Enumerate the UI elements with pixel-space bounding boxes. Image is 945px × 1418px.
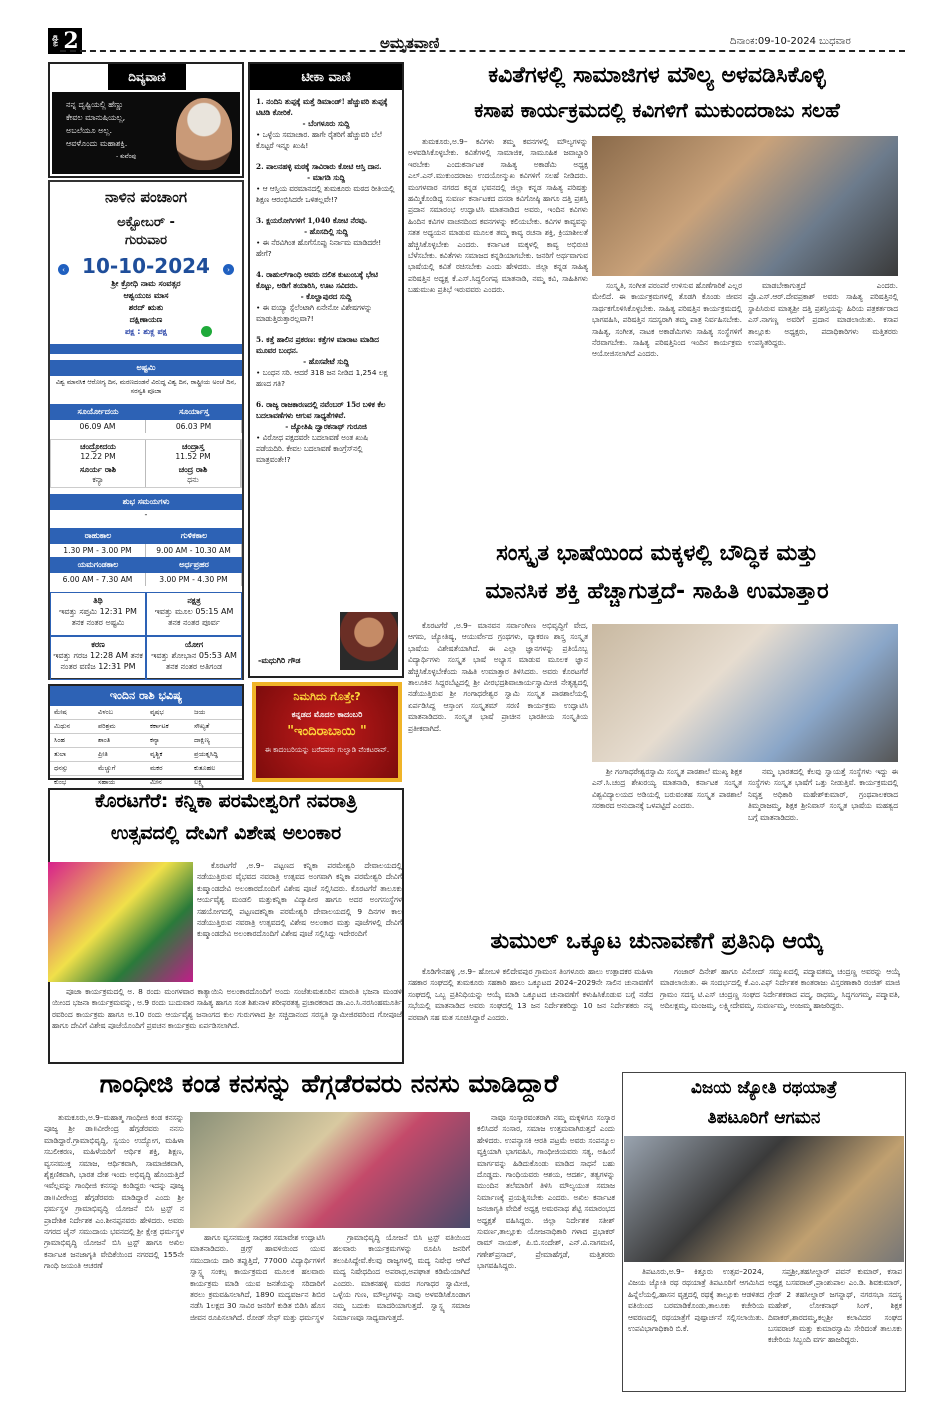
tika-question: 6. ರಾಜ್ಯ ರಾಜಕಾರಣದಲ್ಲಿ ನವೆಂಬರ್ 15ರ ಬಳಿಕ ಕೆಲ ಬದಲಾವಣೆಗಳು ಆಗುವ ಸಾಧ್ಯತೆಗಳಿವೆ. bbox=[256, 400, 386, 420]
rashi-sign: ಕನ್ಯಾ bbox=[150, 736, 160, 744]
tile-text: ಇವತ್ತು ಮೂಲ 05:15 AM ತನಕ ನಂತರ ಪೂರ್ವ bbox=[154, 607, 234, 627]
ardhaprahara-label: ಅರ್ಧಪ್ರಹರ bbox=[146, 557, 242, 573]
rashi-prediction: ಶಾಂತಿ bbox=[98, 736, 111, 744]
story5-column-2 bbox=[190, 1232, 325, 1412]
story5-paragraph: ನಾವೂ ಸಂಸ್ಕಾರವಂತರಾಗಿ ನಮ್ಮ ಮಕ್ಕಳಿಗೂ ಸಂಸ್ಕಾರ ಕಲಿಸಿದರೆ ಸಂಸಾರ, ಸಮಾಜ ಉತ್ತಮವಾಗಿರುತ್ತದೆ ಎಂದು ಹೇಳಿದರು. ಉಪನ್ಯಾಸಕಿ ಆರತಿ ಪಟ್ರಮೆ ಅವರು ಸಂಪನ್ಮೂಲ ವ್ಯಕ್ತಿಯಾಗಿ ಭಾಗವಹಿಸಿ, ಗಾಂಧೀಜಿಯವರು ಸತ್ಯ, ಅಹಿಂಸೆ ಮಾರ್ಗವನ್ನು ಹಿಡಿದುಕೊಂಡು ಮಾಡಿದ ಸಾಧನೆ ಬಹು ದೊಡ್ಡದು. ಗಾಂಧಿಯವರು ಆಶಯ, ಆದರ್ಶ, ತತ್ವಗಳನ್ನು ಮುಂದಿನ ತಲೆಮಾರಿಗೆ ತಿಳಿಸಿ ಮೌಲ್ಯಯುತ ಸಮಾಜ ನಿರ್ಮಾಣಕ್ಕೆ ಪ್ರಯತ್ನಿಸಬೇಕು ಎಂದರು. ಅಖಿಲ ಕರ್ನಾಟಕ ಜನಜಾಗೃತಿ ವೇದಿಕೆ ಅಧ್ಯಕ್ಷ ಅಮರನಾಥ ಶೆಟ್ಟಿ ಸಮಾರಂಭದ ಅಧ್ಯಕ್ಷತೆ ವಹಿಸಿದ್ದರು. ಜಿಲ್ಲಾ ನಿರ್ದೇಶಕ ಸತೀಶ್ ಸುವರ್ಣ,ತಾಲ್ಲೂಕು ಯೋಜನಾಧಿಕಾರಿ ಗಳಾದ ಪ್ರಭಾಕರ್ ರಾಮ್ ನಾಯಕ್, ಪಿ.ಬಿ.ಸಂದೇಶ್, ಎನ್.ವಿ.ನಾಗಮಣಿ, ಗಣೇಶ್‌ಪ್ರಸಾದ್, ಪ್ರೇಮಾಹೆಗ್ಗಡೆ, ಮತ್ತಿತರರು ಭಾಗವಹಿಸಿದ್ದರು. bbox=[477, 1113, 615, 1271]
rashi-title: ಇಂದಿನ ರಾಶಿ ಭವಿಷ್ಯ bbox=[50, 686, 242, 706]
story1-paragraph: ಮಾಡಬೇಕಾಗುತ್ತದೆ ಎಂದರು. ಪ್ರೊ.ಎಸ್.ಆರ್.ದೇವಪ್ರಕಾಶ್ ಅವರು ಸಾಹಿತ್ಯ ಪರಿಷತ್ತಿನಲ್ಲಿ ಸ್ಥಾಪಿಸಿರುವ ಮಾತೃಶ್ರೀ ದತ್ತಿ ಪ್ರಶಸ್ತಿಯನ್ನು ಹಿರಿಯ ಪತ್ರಕರ್ತರಾದ ಎಸ್.ನಾಗಣ್ಣ ಅವರಿಗೆ ಪ್ರದಾನ ಮಾಡಲಾಯಿತು. ಕಸಾಪ ತಾಲ್ಲೂಕು ಅಧ್ಯಕ್ಷರು, ಪದಾಧಿಕಾರಿಗಳು ಮತ್ತಿತರರು ಉಪಸ್ಥಿತರಿದ್ದರು. bbox=[748, 281, 898, 348]
story5-column-4 bbox=[477, 1112, 615, 1412]
story2-column-1 bbox=[408, 620, 588, 920]
rashi-prediction: ಪ್ರಯತ್ನಸಿದ್ಧಿ bbox=[194, 750, 218, 758]
tile-label: ತಿಥಿ bbox=[93, 596, 103, 605]
divyavani-title: ದಿವ್ಯವಾಣಿ bbox=[108, 64, 186, 90]
tika-vani-items bbox=[250, 90, 402, 481]
story2-column-2 bbox=[592, 766, 742, 920]
tithi-band: ಅಷ್ಟಮಿ bbox=[50, 360, 242, 376]
tile-label: ಕರಣ bbox=[91, 640, 105, 649]
rashi-row bbox=[146, 734, 242, 748]
story4-paragraph: ಗಂಜಾರ್ ದಿನೇಶ್ ಹಾಗೂ ವಿನೋದ್ ಸಮ್ಮುಖದಲ್ಲಿ ಪದ್ಮಾವತಮ್ಮ ಚಂದ್ರಣ್ಣ ಅವರನ್ನು ಆಯ್ಕೆ ಮಾಡಲಾಯಿತು. ಈ ಸಂದರ್ಭದಲ್ಲಿ ಕೆ.ಎಂ.ಎಫ್ ನಿರ್ದೇಶಕ ಕಾಂತರಾಜು ವಿಸ್ತರಣಾಕಾರಿ ರಂಜಿತ್ ಮಾಜಿ ಗ್ರಾಮಂ ಸದಸ್ಯ ಟಿ.ಎಸ್ ಚಂದ್ರಣ್ಣ ಸಂಘದ ನಿರ್ದೇಶಕರಾದ ಪದ್ಮ, ರಾಧಮ್ಮ, ಸಿದ್ಧಗಂಗಮ್ಮ, ಪದ್ಮಾವತಿ, ಅದಿಲಕ್ಷಮ್ಮ, ಮಂಜಮ್ಮ, ಲಕ್ಷ್ಮೀದೇವಮ್ಮ, ಸುವರ್ಣಮ್ಮ, ಅಂಜಮ್ಮ ಹಾಜರಿದ್ದರು. bbox=[660, 967, 900, 1011]
rashi-sign: ವೃಷಭ bbox=[150, 708, 164, 716]
page-number: 2 bbox=[63, 28, 79, 54]
tika-item bbox=[256, 269, 396, 324]
rashi-grid bbox=[50, 706, 242, 790]
story4-headline: ತುಮುಲ್ ಒಕ್ಕೂಟ ಚುನಾವಣೆಗೆ ಪ್ರತಿನಿಧಿ ಆಯ್ಕೆ bbox=[490, 929, 824, 954]
story2-column-3 bbox=[748, 766, 898, 920]
rashi-sign: ಸಿಂಹ bbox=[54, 736, 65, 744]
tika-vani-title: ಟೀಕಾ ವಾಣಿ bbox=[250, 64, 402, 90]
story3-column-bottom bbox=[52, 986, 402, 1060]
tile-label: ನಕ್ಷತ್ರ bbox=[187, 596, 201, 605]
tika-source: - ಜ್ಯೋತಿಷಿ ದ್ವಾರಕನಾಥ್ ಗುರೂಜಿ bbox=[285, 422, 367, 431]
story2-paragraph: ನಮ್ಮ ಭಾರತದಲ್ಲಿ ಕೆಲವು ಸ್ವಾಯತ್ತೆ ಸಂಸ್ಥೆಗಳು ಇದ್ದು ಈ ಸಂಸ್ಥೆಗಳು ಸಂಸ್ಕೃತ ಭಾಷೆಗೆ ಒತ್ತು ನೀಡುತ್ತಿವೆ. ಕಾರ್ಯಕ್ರಮದಲ್ಲಿ ನಿವೃತ್ತ ಅಧಿಕಾರಿ ಮಹೇಶ್‌ಕುಮಾರ್, ಗ್ರಂಥಪಾಲಕರಾದ ತಿಮ್ಮರಾಜಮ್ಮ, ಶಿಕ್ಷಕ ಶ್ರೀನಿವಾಸ್ ಸಂಸ್ಕೃತ ಭಾಷೆಯ ಮಹತ್ವದ ಬಗ್ಗೆ ಮಾತನಾಡಿದರು. bbox=[748, 767, 898, 822]
page-label: ಪುಟ bbox=[51, 35, 62, 47]
quote-line: ನನ್ನ ದೃಷ್ಟಿಯಲ್ಲಿ ಹೆಣ್ಣು bbox=[66, 100, 124, 109]
moonrise-cell bbox=[51, 440, 146, 463]
tika-item bbox=[256, 399, 396, 465]
tika-source: - ಬೆಂಗಳೂರು ಸುದ್ದಿ bbox=[302, 119, 350, 128]
story1-headline-sub: ಕಸಾಪ ಕಾರ್ಯಕ್ರಮದಲ್ಲಿ ಕವಿಗಳಿಗೆ ಮುಕುಂದರಾಜು ಸಲಹೆ bbox=[474, 98, 840, 122]
tika-comment: • ಈ ವಯ್ಯಾ ಸ್ಪೆಲೆಂಟಾಗಿ ಏನೇನೋ ವಿಶೇಷಗಳನ್ನು ಮಾಡುತ್ತಿರುತ್ತಾರಲ್ಲವಾ?! bbox=[256, 303, 373, 323]
chandra-rashi-cell bbox=[146, 463, 241, 487]
tika-question: 5. ಕತ್ತೆ ಹಾಲಿನ ಪ್ರಕರಣ: ಕತ್ತೆಗಳ ಮಾರಾಟ ಮಾಡಿದ ಮೂವರ ಬಂಧನ. bbox=[256, 335, 379, 355]
rashi-sign: ಕುಂಭ bbox=[54, 778, 67, 786]
gulika-time: 9.00 AM - 10.30 AM bbox=[146, 544, 242, 557]
rashi-row bbox=[50, 734, 146, 748]
story1-paragraph: ತುಮಕೂರು,ಅ.9– ಕವಿಗಳು ತಮ್ಮ ಕವನಗಳಲ್ಲಿ ಮೌಲ್ಯಗಳನ್ನು ಅಳವಡಿಸಿಕೊಳ್ಳಬೇಕು. ಕವಿತೆಗಳಲ್ಲಿ ಸಾಮಾಜಿಕ, ಸಾಮೂಹಿಕ ಜವಾಬ್ದಾರಿ ಇರಬೇಕು ಎಂದುಕರ್ನಾಟಕ ಸಾಹಿತ್ಯ ಅಕಾಡೆಮಿ ಅಧ್ಯಕ್ಷ ಎಲ್.ಎನ್.ಮುಕುಂದರಾಜು ಉದಯೋನ್ಮುಖ ಕವಿಗಳಿಗೆ ಸಲಹೆ ನೀಡಿದರು. ಮಂಗಳವಾರ ನಗರದ ಕನ್ನಡ ಭವನದಲ್ಲಿ ಜಿಲ್ಲಾ ಕನ್ನಡ ಸಾಹಿತ್ಯ ಪರಿಷತ್ತು ಹಮ್ಮಿಕೊಂಡಿದ್ದ ಸುವರ್ಣ ಕರ್ನಾಟಕದ ದಸರಾ ಕವಿಗೋಷ್ಠಿ ಹಾಗೂ ದತ್ತಿ ಪ್ರಶಸ್ತಿ ಪ್ರದಾನ ಸಮಾರಂಭ ಉದ್ಘಾಟಿಸಿ ಮಾತನಾಡಿದ ಅವರು, ಇಂದಿನ ಕವಿಗಳು ಹಿಂದಿನ ಕವಿಗಳ ವಾಚನದಿಂದ ಕವನಗಳನ್ನು ಕಲಿಯಬೇಕು. ಕವಿಗಳ ಕಾವ್ಯವನ್ನು ಸತತ ಅಧ್ಯಯನ ಮಾಡುವ ಮೂಲಕ ತಮ್ಮ ಕಾವ್ಯ ರಚನಾ ಶಕ್ತಿ, ಕ್ರಿಯಾಶೀಲತೆ ಹೆಚ್ಚಿಸಿಕೊಳ್ಳಬೇಕು ಎಂದರು. ಕರ್ನಾಟಕ ಮಕ್ಕಳಲ್ಲಿ ಕಾವ್ಯ ಅಭಿರುಚಿ ಬೆಳೆಸಬೇಕು. ಕವಿತೆಗಳು ಸಮಾಜದ ಕನ್ನಡಿಯಾಗಬೇಕು. ಜನರಿಗೆ ಅರ್ಥವಾಗುವ ಭಾಷೆಯಲ್ಲಿ ಕವಿತೆ ರಚಿಸಬೇಕು ಎಂದು ಹೇಳಿದರು. ಜಿಲ್ಲಾ ಕನ್ನಡ ಸಾಹಿತ್ಯ ಪರಿಷತ್ತಿನ ಅಧ್ಯಕ್ಷ ಕೆ.ಎಸ್.ಸಿದ್ಧಲಿಂಗಪ್ಪ ಮಾತನಾಡಿ, ನಮ್ಮ ಕವಿ, ಸಾಹಿತಿಗಳು ಬಹುಮುಖ ಪ್ರತಿಭೆ ಇರುವವರು ಎಂದರು. bbox=[408, 137, 588, 295]
ad-subheading: ಕನ್ನಡದ ಮೊದಲ ಕಾದಂಬರಿ bbox=[291, 710, 363, 719]
rashi-sign: ಮಕರ bbox=[150, 764, 163, 772]
festivals: ವಿಶ್ವ ಮಾನಸಿಕ ಆರೋಗ್ಯ ದಿನ, ಮರಣದಂಡನೆ ವಿರುದ್ಧ ವಿಶ್ವ ದಿನ, ರಾಷ್ಟ್ರೀಯ ಅಂಚೆ ದಿನ, ಸರಸ್ವತಿ ಪೂಜಾ bbox=[55, 378, 237, 395]
rashi-sign: ಕರ್ಕಾಟಕ bbox=[150, 722, 169, 730]
rahukala-time: 1.30 PM - 3.00 PM bbox=[50, 544, 146, 557]
ad-heading: ನಿಮಗಿದು ಗೊತ್ತೇ? bbox=[293, 690, 361, 703]
tika-comment: • ಒಳ್ಳೆಯ ಸಮಾಚಾರ. ಹಾಗೇ ರೈತರಿಗೆ ಹೆಚ್ಚುವರಿ ಬೆಲೆ ಕೊಟ್ಟರೆ ಇನ್ನೂ ಖುಷಿ! bbox=[256, 130, 382, 150]
columnist-photo bbox=[340, 612, 398, 670]
moonrise-time: 12.22 PM bbox=[80, 452, 116, 461]
tika-source: - ಹೊಸದಿಲ್ಲಿ ಸುದ್ದಿ bbox=[304, 227, 348, 236]
rashi-sign: ತುಲಾ bbox=[54, 750, 67, 758]
panchanga-month bbox=[50, 214, 242, 250]
story1-column-2 bbox=[592, 280, 742, 534]
nakshatra-tile bbox=[146, 592, 242, 636]
sunset-time: 06.03 PM bbox=[146, 420, 242, 433]
rashi-prediction: ಸೌಖ್ಯತೆ bbox=[194, 722, 210, 730]
tile-text: ಇವತ್ತು ಸಪ್ತಮಿ 12:31 PM ತನಕ ನಂತರ ಅಷ್ಟಮಿ bbox=[59, 607, 137, 627]
tika-question: 1. ನಂದಿನಿ ತುಪ್ಪಕ್ಕೆ ಮತ್ತೆ ಡಿಮಾಂಡ್! ಹೆಚ್ಚುವರಿ ತುಪ್ಪಕ್ಕೆ ಟಿಟಿಡಿ ಕೋರಿಕೆ. bbox=[256, 97, 388, 117]
rashi-prediction: ಜಯ bbox=[194, 708, 206, 716]
masa: ಆಶ್ವಯುಜ ಮಾಸ bbox=[123, 291, 169, 300]
story6-paragraph: ಸಪ್ತಶ್ರೀ,ತಹಸೀಲ್ದಾರ್ ಪವನ್ ಕುಮಾರ್, ಕಸಾಪ ಅಧ್ಯಕ್ಷ ಬಸವರಾಜ್,ಪ್ರಾಂಶುಪಾಲ ಎಂ.ಡಿ. ಶಿವಕುಮಾರ್, ಗ್ರೇಡ್ 2 ತಹಸೀಲ್ದಾರ್ ಜಗನ್ನಾಥ್, ನಗರಸಭಾ ಸದಸ್ಯ ಮಹೇಶ್, ಲೋಕನಾಥ್ ಸಿಂಗ್, ಶಿಕ್ಷಕ ದಿವಾಕರ್,ಶಾರದಮ್ಮ,ಕಲ್ಪಶ್ರೀ ಕಲಾವಿದರ ಸಂಘದ ಬಸವರಾಜ್ ಮತ್ತು ಕುಮಾರಸ್ವಾಮಿ ಸೇರಿದಂತೆ ತಾಲೂಕು ಕಚೇರಿಯ ಸಿಬ್ಬಂದಿ ವರ್ಗ ಹಾಜರಿದ್ದರು. bbox=[768, 1267, 902, 1345]
rashi-prediction: ಸಹಾಯ bbox=[98, 778, 116, 786]
quote-line: ಅಬಲೆಯೂ ಅಲ್ಲ. bbox=[66, 126, 113, 135]
moonrise-label: ಚಂದ್ರೋದಯ bbox=[80, 442, 116, 451]
ayana: ದಕ್ಷಿಣಾಯಣ bbox=[129, 315, 163, 324]
story1-headline-main: ಕವಿತೆಗಳಲ್ಲಿ ಸಾಮಾಜಿಗಳ ಮೌಲ್ಯ ಅಳವಡಿಸಿಕೊಳ್ಳಿ bbox=[488, 63, 826, 88]
quote-line: ಕೇವಲ ಮಾನುಷಿಯಲ್ಲ, bbox=[66, 113, 126, 122]
tika-item bbox=[256, 215, 396, 259]
rashi-row bbox=[50, 706, 146, 720]
shubha-band: ಶುಭ ಸಮಯಗಳು bbox=[50, 494, 242, 510]
panchanga-date: 10-10-2024 bbox=[82, 254, 210, 278]
paksha: ಪಕ್ಷ : ಶುಕ್ಲ ಪಕ್ಷ bbox=[125, 327, 167, 336]
karana-tile bbox=[50, 636, 146, 680]
sunrise-label: ಸೂರ್ಯೋದಯ bbox=[50, 404, 146, 420]
story3-paragraph: ಪೂಜಾ ಕಾರ್ಯಕ್ರಮದಲ್ಲಿ ಅ. 8 ರಂದು ಮಂಗಳವಾರ ಕಾತ್ಯಾಯಿನಿ ಅಲಂಕಾರದೊಂದಿಗೆ ಅಂದು ಸಂಜೆತುಮಕೂರಿನ ಮಾರುತಿ ಭಜನಾ ಮಂಡಳಿ ಯೀಂದ ಭಜನಾ ಕಾರ್ಯಕ್ರಮವನ್ನು, ಅ.9 ರಂದು ಬುದುವಾರ ಸಾಹಿತ್ಯ ಹಾಗೂ ಸಂತ ಶಿಶುನಾಳ ಶರೀಫರತತ್ವ ಪ್ರಚಾರಕರಾದ ಡಾ.ಎಂ.ಸಿ.ನರಸಿಂಹಮೂರ್ತಿ ರವರಿಂದ ಕಾರ್ಯಕ್ರಮ ಹಾಗೂ ಅ.10 ರಂದು ಆರ್ಯವೈಶ್ಯ ಜನಾಂಗದ ಕುಲ ಗುರುಗಳಾದ ಶ್ರೀ ಸಚ್ಚಿದಾನಂದ ಸರಸ್ವತಿ ಸ್ವಾಮೀಜಿರವರಿಂದ ಗೋಪೂಜೆ ಹಾಗೂ ದೇವಿಗೆ ವಿಶೇಷ ಪೂಜೆಯೊಂದಿಗೆ ಪ್ರವಚನ ಕಾರ್ಯಕ್ರಮ ಏರ್ಪಡಿಸಲಾಗಿದೆ. bbox=[52, 987, 402, 1031]
rashi-sign: ಮಿಥುನ bbox=[54, 722, 71, 730]
story1-column-1 bbox=[408, 136, 588, 534]
story4-column-2 bbox=[660, 966, 900, 1060]
story3-column-top bbox=[197, 860, 402, 984]
rashi-sign: ಮೀನ bbox=[150, 778, 162, 786]
masthead-divider bbox=[60, 50, 905, 52]
gulika-label: ಗುಳಿಕಕಾಲ bbox=[146, 528, 242, 544]
quote-line: ಆವಳೊಂದು ಮಹಾಶಕ್ತಿ. bbox=[66, 139, 128, 148]
tika-question: 2. ಪಾಲನಹಳ್ಳಿ ಮಠಕ್ಕೆ ಸಾವಿರಾರು ಕೋಟಿ ಆಸ್ತಿ ದಾನ. bbox=[256, 162, 382, 171]
rutu: ಶರದ್ ಋತು bbox=[128, 303, 164, 312]
rashi-prediction: ಪರಿಶ್ರಮ bbox=[98, 722, 116, 730]
ardhaprahara-time: 3.00 PM - 4.30 PM bbox=[146, 573, 242, 586]
story2-headline-main: ಸಂಸ್ಕೃತ ಭಾಷೆಯಿಂದ ಮಕ್ಕಳಲ್ಲಿ ಬೌದ್ಧಿಕ ಮತ್ತು bbox=[496, 541, 818, 566]
prev-day-icon[interactable]: ‹ bbox=[58, 264, 69, 275]
rashi-row bbox=[50, 762, 146, 776]
tile-label: ಯೋಗ bbox=[184, 640, 204, 649]
yamaganda-time: 6.00 AM - 7.30 AM bbox=[50, 573, 146, 586]
story4-column-1 bbox=[408, 966, 653, 1060]
rashi-prediction: ಪ್ರೀತಿ bbox=[98, 750, 108, 758]
rashi-prediction: ವಿಳಂಬ bbox=[98, 708, 114, 716]
tika-question: 4. ರಾಹುಲ್‌ಗಾಂಧಿ ಅವರು ದಲಿತ ಕುಟುಂಬಕ್ಕೆ ಭೇಟಿ ಕೊಟ್ಟು, ಅಡಿಗೆ ತಯಾರಿಸಿ, ಊಟ ಸವಿದರು. bbox=[256, 270, 378, 290]
rashi-row bbox=[50, 748, 146, 762]
surya-rashi-cell bbox=[51, 463, 146, 487]
rashi-row bbox=[146, 748, 242, 762]
chandra-rashi: ಧನು bbox=[187, 475, 199, 484]
tika-question: 3. ಕ್ಷಯರೋಗಿಗಳಿಗೆ 1,040 ಕೋಟಿ ನೆರವು. bbox=[256, 216, 368, 225]
rashi-prediction: ದಾಕ್ಷಿಣ್ಯ bbox=[194, 736, 211, 744]
rashi-row bbox=[146, 762, 242, 776]
story2-headline-sub: ಮಾನಸಿಕ ಶಕ್ತಿ ಹೆಚ್ಚಾಗುತ್ತದೆ- ಸಾಹಿತಿ ಉಮಾತ್ತಾರ bbox=[485, 579, 829, 604]
chandra-rashi-label: ಚಂದ್ರ ರಾಶಿ bbox=[178, 465, 208, 474]
story2-photo bbox=[592, 624, 898, 762]
story1-column-3 bbox=[748, 280, 898, 534]
tika-comment: • ಈ ನೆರವಿಗಿಂತ ಹೊಗೆಸೊಪ್ಪು ನಿರ್ನಾಮ ಮಾಡಿದರೇ! ಹೇಗೆ? bbox=[256, 238, 382, 258]
story5-paragraph: ಗ್ರಾಮಾಭಿವೃದ್ಧಿ ಯೋಜನೆ ಬಿಸಿ ಟ್ರಸ್ಟ್ ವತಿಯಿಂದ ಹಲವಾರು ಕಾರ್ಯಕ್ರಮಗಳನ್ನು ರೂಪಿಸಿ ಜನರಿಗೆ ತಲುಪಿಸಿದ್ದೇವೆ.ಕೆಲವು ರಾಜ್ಯಗಳಲ್ಲಿ ಮದ್ಯ ನಿಷೇಧ ಆಗಿದೆ ಮದ್ಯ ನಿಷೇಧದಿಂದ ಅಪರಾಧ,ಅಪಘಾತ ಕಡಿಮೆಯಾಗಿದೆ ಎಂದರು. ಮಾಕನಹಳ್ಳಿ ಮಠದ ಗಂಗಾಧರ ಸ್ವಾಮೀಜಿ, ಒಳ್ಳೆಯ ಗುಣ, ಮೌಲ್ಯಗಳನ್ನು ನಾವು ಅಳವಡಿಸಿಕೊಂಡಾಗ ನಮ್ಮ ಬದುಕು ಮಾದರಿಯಾಗುತ್ತದೆ. ಸ್ವಾಸ್ಥ್ಯ ಸಮಾಜ ನಿರ್ಮಾಣವೂ ಸಾಧ್ಯವಾಗುತ್ತದೆ. bbox=[333, 1233, 470, 1322]
story1-photo bbox=[592, 136, 898, 276]
tika-source: - ಮಾಗಡಿ ಸುದ್ದಿ bbox=[307, 173, 345, 182]
tika-vani-column bbox=[248, 62, 404, 678]
trivia-ad bbox=[252, 682, 402, 782]
author-portrait bbox=[176, 98, 232, 170]
story1-paragraph: ಸಂಸ್ಕೃತಿ, ಸಂಗೀತ ಪರಂಪರೆ ಉಳಿಸುವ ಹೊಣೆಗಾರಿಕೆ ಎಲ್ಲರ ಮೇಲಿದೆ. ಈ ಕಾರ್ಯಕ್ರಮಗಳಲ್ಲಿ ತೊಡಗಿ ಕೊಂಡು ಜೀವನ ಸಾರ್ಥಕಗೊಳಿಸಿಕೊಳ್ಳಬೇಕು. ಸಾಹಿತ್ಯ ಪರಿಷತ್ತಿನ ಕಾರ್ಯಕ್ರಮದಲ್ಲಿ ಭಾಗವಹಿಸಿ, ಪರಿಷತ್ತಿನ ಸದಸ್ಯರಾಗಿ ತಮ್ಮ ಪಾತ್ರ ನಿರ್ವಹಿಸಬೇಕು. ಸಾಹಿತ್ಯ, ಸಂಗೀತ, ನಾಟಕ ಅಕಾಡೆಮಿಗಳು ಸಾಹಿತ್ಯ ಸಂಸ್ಥೆಗಳಿಗೆ ನೆರವಾಗಬೇಕು. ಸಾಹಿತ್ಯ ಪರಿಷತ್ತಿನಿಂದ ಇಂದಿನ ಕಾರ್ಯಕ್ರಮ ಆಯೋಜಿಸಲಾಗಿದೆ ಎಂದರು. bbox=[592, 281, 742, 359]
rashi-prediction: ಕುತೂಹಲ bbox=[194, 764, 216, 772]
story3-paragraph: ಕೊರಟಗೆರೆ ,ಅ.9– ಪಟ್ಟಣದ ಕನ್ನಿಕಾ ಪರಮೇಶ್ವರಿ ದೇವಾಲಯದಲ್ಲಿ ನಡೆಯುತ್ತಿರುವ ವೈಭವದ ನವರಾತ್ರಿ ಉತ್ಸವದ ಅಂಗವಾಗಿ ಕನ್ನಿಕಾ ಪರಮೇಶ್ವರಿ ದೇವಿಗೆ ಕುಷ್ಮಾಂಡದೇವಿ ಅಲಂಕಾರದೊಂದಿಗೆ ವಿಶೇಷ ಪೂಜೆ ಸಲ್ಲಿಸಿದರು. ಕೊರಟಗೆರೆ ತಾಲೂಕು ಆರ್ಯವೈಶ್ಯ ಮಂಡಲಿ ಮತ್ತುಕನ್ನಿಕಾ ವಿದ್ಯಾಪೀಠ ಹಾಗೂ ಅದರ ಅಂಗಸಂಸ್ಥೆಗಳ ಸಹಯೋಗದಲ್ಲಿ ಪಟ್ಟಣದಕನ್ನಿಕಾ ಪರಮೇಶ್ವರಿ ದೇವಾಲಯದಲ್ಲಿ 9 ದಿನಗಳ ಕಾಲ ನಡೆಯುತ್ತಿರುವ ನವರಾತ್ರಿ ಉತ್ಸವದಲ್ಲಿ ವಿಶೇಷ ಅಲಂಕಾರ ಮತ್ತು ಪೂಜೆಗಳಲ್ಲಿ ದೇವಿಗೆ ಕುಷ್ಮಾಂಡದೇವಿ ಅಲಂಕಾರದೊಂದಿಗೆ ವಿಶೇಷ ಪೂಜೆ ಸಲ್ಲಿಸಿದ್ದು ಇದೇರಂದಿಗೆ bbox=[197, 861, 402, 939]
columnist-signature: -ಮಧುಗಿರಿ ಗೌಡ bbox=[258, 656, 301, 665]
sunrise-time: 06.09 AM bbox=[50, 420, 146, 433]
month-line: ಅಕ್ಟೋಬರ್ - bbox=[117, 215, 175, 230]
story3-headline-main: ಕೊರಟಗೆರೆ: ಕನ್ನಿಕಾ ಪರಮೇಶ್ವರಿಗೆ ನವರಾತ್ರಿ bbox=[95, 790, 357, 812]
tika-comment: • ಆ ಆಸ್ತಿಯ ವರಮಾನದಲ್ಲಿ ತುಮಕೂರು ಮಠದ ರೀತಿಯಲ್ಲಿ ಶಿಕ್ಷಣ ಆರಂಭಿಸಿದರೇ ಒಳಿತಲ್ಲವೇ!? bbox=[256, 184, 395, 204]
ad-highlight: "ಇಂದಿರಾಬಾಯಿ " bbox=[287, 724, 367, 739]
moonset-label: ಚಂದ್ರಾಸ್ತ bbox=[181, 442, 205, 451]
tika-item bbox=[256, 96, 396, 151]
weekday-line: ಗುರುವಾರ bbox=[125, 233, 167, 248]
story4-paragraph: ಕೊಡಿಗೇನಹಳ್ಳಿ ,ಅ.9– ಹೋಬಳಿ ಕಲಿದೇವಪುರ ಗ್ರಾಮಂಸ ತಿಂಗಳೂರು ಹಾಲು ಉತ್ಪಾದಕರ ಮಹಿಳಾ ಸಹಕಾರ ಸಂಘದಲ್ಲಿ ತುಮಕೂರು ಸಹಕಾರಿ ಹಾಲು ಒಕ್ಕೂಟದ 2024–2029ನೇ ಸಾಲಿನ ಚುನಾವಣೆಗೆ ಸಂಘದಲ್ಲಿ ಒಬ್ಬ ಪ್ರತಿನಿಧಿಯನ್ನು ಆಯ್ಕೆ ಮಾಡಿ ಒಕ್ಕೂಟದ ಚುನಾವಣೆಗೆ ಕಳುಹಿಸಿಕೊಡುವ ಬಗ್ಗೆ ನಡೆದ ಸಭೆಯಲ್ಲಿ ಮಾತನಾಡಿದ ಅವರು ಸಂಘದಲ್ಲಿ 13 ಜನ ನಿರ್ದೇಶಕರಿದ್ದು 10 ಜನ ನಿರ್ದೇಶಕರು ನನ್ನ ಪರವಾಗಿ ಸಹ ಮತ ಸೂಚಿಸಿದ್ದಾರೆ ಎಂದರು. bbox=[408, 967, 653, 1022]
surya-rashi: ಕನ್ಯಾ bbox=[92, 475, 104, 484]
story5-column-3 bbox=[333, 1232, 470, 1412]
rashi-row bbox=[146, 706, 242, 720]
tika-comment: • ವಿರೋಧ ಪಕ್ಷದವರೇ ಬದಲಾವಣೆ ಅಂತ ಖುಷಿ ಪಡೆಯದಿರಿ. ಕೇವಲ ಬದಲಾವಣೆ ಕಾಂಗ್ರೆಸ್‌ನಲ್ಲಿ ಮಾತ್ರವಂತೇ!? bbox=[256, 433, 368, 464]
next-day-icon[interactable]: › bbox=[223, 264, 234, 275]
story2-paragraph: ಶ್ರೀ ಗಂಗಾಧರೇಶ್ವರಸ್ವಾಮಿ ಸಂಸ್ಕೃತ ಪಾಠಶಾಲೆ ಮುಖ್ಯ ಶಿಕ್ಷಕ ಎನ್.ಸಿ.ಚಂದ್ರ ಶೇಖರಯ್ಯ ಮಾತನಾಡಿ, ಕರ್ನಾಟಕ ಸಂಸ್ಕೃತ ವಿಶ್ವವಿದ್ಯಾಲಯದ ಅಡಿಯಲ್ಲಿ ಬರುವಂತಹ ಸಂಸ್ಕೃತ ಪಾಠಶಾಲೆ ಸರಕಾರದ ಅನುದಾನಕ್ಕೆ ಒಳಪಟ್ಟಿದೆ ಎಂದರು. bbox=[592, 767, 742, 811]
ad-footer: ಈ ಕಾದಂಬರಿಯನ್ನು ಬರೆದವರು ಗುಲ್ವಾಡಿ ವೆಂಕಟರಾವ್. bbox=[264, 746, 390, 754]
rashi-prediction: ಲಕ್ಷ್ಮಿ bbox=[194, 778, 204, 786]
tile-text: ಇವತ್ತು ಗರಜ 12:28 AM ತನಕ ನಂತರ ವಣಿಜ 12:31 PM bbox=[53, 651, 143, 671]
tika-source: - ಹೊಸಪೇಟೆ ಸುದ್ದಿ bbox=[303, 357, 349, 366]
rahukala-label: ರಾಹುಕಾಲ bbox=[50, 528, 146, 544]
tika-item bbox=[256, 334, 396, 389]
story6-headline-main: ವಿಜಯ ಜ್ಯೋತಿ ರಥಯಾತ್ರೆ bbox=[690, 1078, 838, 1098]
tika-item bbox=[256, 161, 396, 205]
story5-headline: ಗಾಂಧೀಜಿ ಕಂಡ ಕನಸನ್ನು ಹೆಗ್ಗಡೆರವರು ನನಸು ಮಾಡಿದ್ದಾರೆ bbox=[99, 1069, 559, 1098]
samvatsara: ಶ್ರೀ ಕ್ರೋಧಿ ನಾಮ ಸಂವತ್ಸರ bbox=[111, 279, 181, 288]
shubha-value: - bbox=[144, 510, 148, 519]
rashi-row bbox=[146, 720, 242, 734]
rashi-sign: ವೃಶ್ಚಿಕ bbox=[150, 750, 163, 758]
story5-photo bbox=[190, 1112, 470, 1228]
story6-headline-sub: ತಿಪಟೂರಿಗೆ ಆಗಮನ bbox=[707, 1108, 821, 1128]
divyavani-quote-image bbox=[52, 92, 240, 174]
panchanga-title: ನಾಳಿನ ಪಂಚಾಂಗ bbox=[105, 188, 187, 206]
story6-photo bbox=[624, 1136, 904, 1262]
tika-comment: • ಬಂಧನ ಸರಿ. ಆದರೆ 318 ಜನ ನೀಡಿದ 1,254 ಲಕ್ಷ ಹಣದ ಗತಿ? bbox=[256, 368, 388, 388]
rashi-panel bbox=[48, 684, 244, 786]
story5-paragraph: ತುಮಕೂರು,ಅ.9–ಮಹಾತ್ಮ ಗಾಂಧೀಜಿ ಕಂಡ ಕನಸನ್ನು ಪೂಜ್ಯ ಶ್ರೀ ಡಾ॥ವೀರೇಂದ್ರ ಹೆಗ್ಗಡೆರವರು ನನಸು ಮಾಡಿದ್ದಾರೆ.ಗ್ರಾಮಾಭಿವೃದ್ಧಿ, ಸ್ವಯಂ ಉದ್ಯೋಗ, ಮಹಿಳಾ ಸಬಲೀಕರಣ, ಮಹಿಳೆಯರಿಗೆ ಆರ್ಥಿಕ ಶಕ್ತಿ, ಶಿಕ್ಷಣ, ವ್ಯಸನಮುಕ್ತ ಸಮಾಜ, ಆರ್ಥಿಕವಾಗಿ, ಸಾಮಾಜಿಕವಾಗಿ, ಶೈಕ್ಷಣಿಕವಾಗಿ, ಭಾರತ ದೇಶ ಇಂದು ಅಭಿವೃದ್ಧಿ ಹೊಂದುತ್ತಿದೆ ಇವೆಲ್ಲವನ್ನು ಗಾಂಧೀಜಿ ಕನಸನ್ನು ಕಂಡಿದ್ದರು ಇದನ್ನು ಪೂಜ್ಯ ಡಾ॥ವೀರೇಂದ್ರ ಹೆಗ್ಗಡೆರವರು ಮಾಡಿದ್ದಾರೆ ಎಂದು ಶ್ರೀ ಧರ್ಮಸ್ಥಳ ಗ್ರಾಮಾಭಿವೃದ್ಧಿ ಯೋಜನೆ ಬಿಸಿ ಟ್ರಸ್ಟ್ ನ ಪ್ರಾದೇಶಿಕ ನಿರ್ದೇಶಕ ಎಂ.ಶೀನಪ್ಪನವರು ಹೇಳಿದರು. ಅವರು ನಗರದ ಜೈನ್ ಸಮುದಾಯ ಭವನದಲ್ಲಿ ಶ್ರೀ ಕ್ಷೇತ್ರ ಧರ್ಮಸ್ಥಳ ಗ್ರಾಮಾಭಿವೃದ್ಧಿ ಯೋಜನೆ ಬಿಸಿ ಟ್ರಸ್ಟ್ ಹಾಗೂ ಅಖಿಲ ಕರ್ನಾಟಕ ಜನಜಾಗೃತಿ ವೇದಿಕೆಯಿಂದ ನಗರದಲ್ಲಿ 155ನೇ ಗಾಂಧಿ ಜಯಂತಿ ಆಚರಣೆ bbox=[44, 1113, 184, 1271]
yamaganda-label: ಯಮಗಂಡಕಾಲ bbox=[50, 557, 146, 573]
quote-author: - ಕುವೆಂಪು bbox=[116, 153, 137, 160]
story5-column-1 bbox=[44, 1112, 184, 1412]
story5-paragraph: ಹಾಗೂ ವ್ಯಸನಮುಕ್ತ ಸಾಧಕರ ಸಮಾವೇಶ ಉದ್ಘಾಟಿಸಿ ಮಾತನಾಡಿದರು. ಡ್ರಗ್ಸ್ ಹಾವಳಿಯಿಂದ ಯುವ ಸಮುದಾಯ ದಾರಿ ತಪ್ಪುತ್ತಿದೆ, 77000 ವಿದ್ಯಾರ್ಥಿಗಳಿಗೆ ಸ್ವಾಸ್ಥ್ಯ ಸಂಕಲ್ಪ ಕಾರ್ಯಕ್ರಮದ ಮೂಲಕ ಹಲವಾರು ಕಾರ್ಯಕ್ರಮ ಮಾಡಿ ಯುವ ಜನತೆಯನ್ನು ಸರಿದಾರಿಗೆ ತರಲು ಕ್ರಮವಹಿಸಲಾಗಿದೆ, 1890 ಮದ್ಯವರ್ಜನ ಶಿಬಿರ ನಡೆಸಿ 1ಲಕ್ಷದ 30 ಸಾವಿರ ಜನರಿಗೆ ಕುಡಿತ ಬಿಡಿಸಿ ಹೊಸ ಜೀವನ ರೂಪಿಸಲಾಗಿದೆ. ರೋಡ್ ಸೇಫ್ ಮತ್ತು ಧರ್ಮಸ್ಥಳ bbox=[190, 1233, 325, 1322]
story3-photo bbox=[48, 862, 193, 982]
rashi-prediction: ಮೆಚ್ಚುಗೆ bbox=[98, 764, 116, 772]
sunset-label: ಸೂರ್ಯಾಸ್ತ bbox=[146, 404, 242, 420]
paper-name: ಅಮೃತವಾಣಿ bbox=[380, 34, 440, 52]
rashi-sign: ಮೇಷ bbox=[54, 708, 67, 716]
rashi-sign: ಧನಸ್ಸು bbox=[54, 764, 68, 772]
whatsapp-icon[interactable] bbox=[201, 326, 212, 337]
yoga-tile bbox=[146, 636, 242, 680]
story6-column-2 bbox=[768, 1266, 902, 1388]
tile-text: ಇವತ್ತು ಶೋಭಾನ 05:53 AM ತನಕ ನಂತರ ಅತಿಗಂಡ bbox=[151, 651, 237, 671]
tithi-tile bbox=[50, 592, 146, 636]
surya-rashi-label: ಸೂರ್ಯ ರಾಶಿ bbox=[79, 465, 117, 474]
rashi-row bbox=[50, 720, 146, 734]
story2-paragraph: ಕೊರಟಗೆರೆ ,ಅ.9– ಮಾನವನ ಸರ್ವಾಂಗೀಣ ಅಭಿವೃದ್ಧಿಗೆ ವೇದ, ಆಗಮ, ಜ್ಯೋತಿಷ್ಯ, ಆಯುರ್ವೇದ ಗ್ರಂಥಗಳು, ವ್ಯಾಕರಣ ಶಾಸ್ತ್ರ ಸಂಸ್ಕೃತ ಭಾಷೆಯ ವಿಶೇಷತೆಯಾಗಿದೆ. ಈ ಎಲ್ಲಾ ಜ್ಞಾನಗಳನ್ನು ಪ್ರತಿಯೊಬ್ಬ ವಿದ್ಯಾರ್ಥಿಗಳು ಸಂಸ್ಕೃತ ಭಾಷೆ ಅಭ್ಯಾಸ ಮಾಡುವ ಮೂಲಕ ಜ್ಞಾನ ಹೆಚ್ಚಿಸಿಕೊಳ್ಳಬೇಕೆಂದು ಸಾಹಿತಿ ಉಮಾತ್ತಾರ ತಿಳಿಸಿದರು. ಅವರು ಕೊರಟಗೆರೆ ತಾಲೂಕಿನ ಸಿದ್ದರಬೆಟ್ಟದಲ್ಲಿ ಶ್ರೀ ವೀರಭದ್ರಶಿವಾಚಾರ್ಯಸ್ವಾಮೀಜಿ ನೇತೃತ್ವದಲ್ಲಿ ನಡೆಯುತ್ತಿರುವ ಶ್ರೀ ಗಂಗಾಧರೇಶ್ವರ ಸ್ವಾಮಿ ಸಂಸ್ಕೃತ ಪಾಠಶಾಲೆಯಲ್ಲಿ ಏರ್ಪಡಿಸಿದ್ದ ಆಸ್ತಾಂಗ ಸಂಸ್ಕೃತಮ್ ಸರಣಿ ಕಾರ್ಯಕ್ರಮ ಉದ್ಘಾಟಿಸಿ ಮಾತನಾಡಿದರು. ಸಂಸ್ಕೃತ ಭಾಷೆ ಪ್ರಾಚೀನ ಭಾರತೀಯ ಸಂಸ್ಕೃತಿಯ ಪ್ರತೀಕವಾಗಿದೆ. bbox=[408, 621, 588, 733]
story3-headline-sub: ಉತ್ಸವದಲ್ಲಿ ದೇವಿಗೆ ವಿಶೇಷ ಅಲಂಕಾರ bbox=[110, 822, 342, 844]
tika-source: - ಕೊಲ್ಹಾಪುರದ ಸುದ್ದಿ bbox=[300, 292, 352, 301]
moonset-time: 11.52 PM bbox=[175, 452, 211, 461]
story6-paragraph: ತಿಪಟೂರು,ಅ.9– ಕಿತ್ತೂರು ಉತ್ಸವ–2024, ವಿಜಯ ಜ್ಯೋತಿ ರಥ ರಥಯಾತ್ರೆ ತಿಪಟೂರಿಗೆ ಆಗಮಿಸಿದ ಹಿನ್ನೆಲೆಯಲ್ಲಿ,ಹಾಸನ ವೃತ್ತದಲ್ಲಿ ರಥಕ್ಕೆ ತಾಲ್ಲೂಕು ಆಡಳಿತದ ವತಿಯಿಂದ ಬರಮಾಡಿಕೊಂಡು,ತಾಲೂಕು ಕಚೇರಿಯ ಆವರಣದಲ್ಲಿ ರಥಯಾತ್ರೆಗೆ ಪುಷ್ಪಾರ್ಚನೆ ಸಲ್ಲಿಸಲಾಯಿತು. ಉಪವಿಭಾಗಾಧಿಕಾರಿ ಬಿ.ಕೆ. bbox=[628, 1267, 764, 1334]
story6-column-1 bbox=[628, 1266, 764, 1388]
dateline: ದಿನಾಂಕ:09-10-2024 ಬುಧವಾರ bbox=[730, 36, 851, 47]
panchanga-panel bbox=[48, 180, 244, 680]
moonset-cell bbox=[146, 440, 241, 463]
